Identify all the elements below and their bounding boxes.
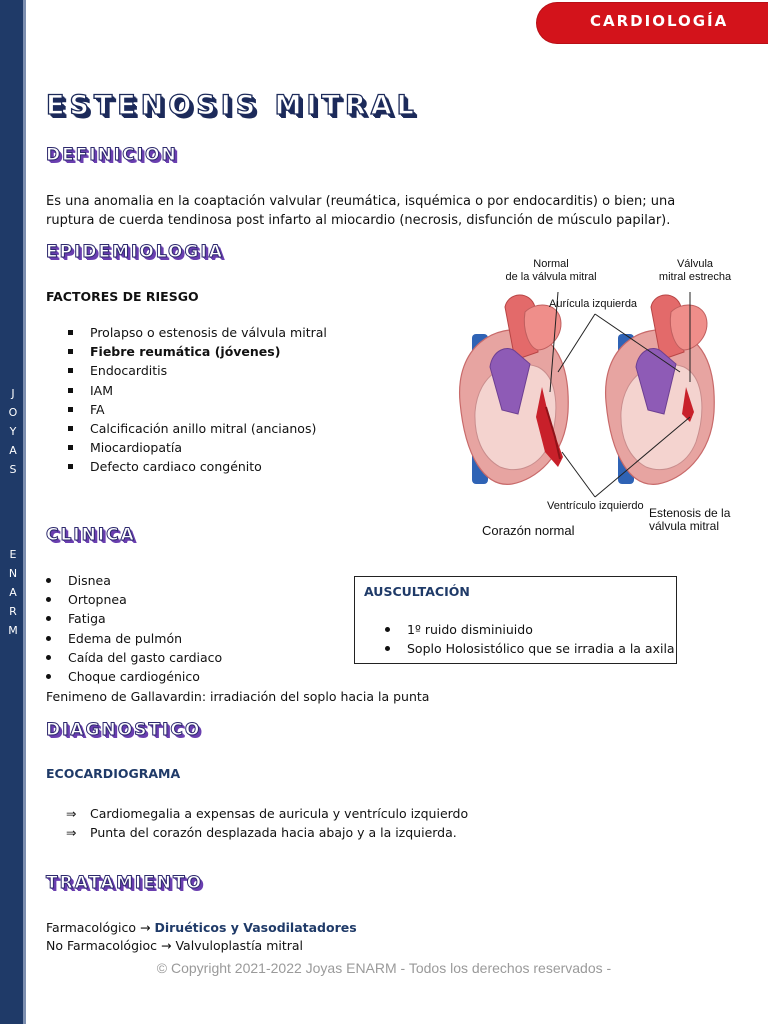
list-item: Caída del gasto cardiaco (44, 648, 222, 667)
ecocardiograma-heading: ECOCARDIOGRAMA (46, 766, 181, 781)
list-item: Endocarditis (66, 361, 327, 380)
list-item: ⇒ Cardiomegalia a expensas de auricula y ventrículo izquierdo (66, 804, 468, 823)
list-item: 1º ruido disminiuido (383, 620, 675, 639)
list-item: ⇒ Punta del corazón desplazada hacia abajo y a la izquierda. (66, 823, 468, 842)
side-word-enarm: E N A R M (8, 548, 18, 637)
right-arrow-icon: ⇒ (66, 825, 77, 841)
label-estenosis: Estenosis de la válvula mitral (649, 506, 731, 533)
list-item: Disnea (44, 571, 222, 590)
caption-corazon-normal: Corazón normal (482, 523, 575, 538)
list-item: Ortopnea (44, 590, 222, 609)
heading-epidemiologia: EPIDEMIOLOGIA (46, 242, 224, 262)
right-arrow-icon: → (160, 938, 172, 953)
list-item: Miocardiopatía (66, 438, 327, 457)
right-arrow-icon: → (140, 920, 151, 935)
side-word-joyas: J O Y A S (8, 387, 18, 476)
auscultacion-box (354, 576, 677, 664)
right-arrow-icon: ⇒ (66, 806, 77, 821)
list-item: Fiebre reumática (jóvenes) (66, 342, 327, 361)
heading-diagnostico: DIAGNOSTICO (46, 720, 202, 740)
list-item: Edema de pulmón (44, 629, 222, 648)
tratamiento-farmacologico: Farmacológico → Diruéticos y Vasodilatadores (46, 920, 357, 935)
label-valvula-estrecha: Válvula mitral estrecha (658, 258, 732, 283)
list-item: Fatiga (44, 609, 222, 628)
list-item: Defecto cardiaco congénito (66, 457, 327, 476)
auscultacion-heading: AUSCULTACIÓN (364, 584, 470, 599)
gallavardin-note: Fenimeno de Gallavardin: irradiación del soplo hacia la punta (46, 689, 430, 704)
list-item: Soplo Holosistólico que se irradia a la axila (383, 639, 675, 658)
heading-tratamiento: TRATAMIENTO (46, 873, 204, 893)
heading-definicion: DEFINICION (46, 145, 178, 165)
label-ventriculo: Ventrículo izquierdo (547, 500, 644, 512)
factores-riesgo-heading: FACTORES DE RIESGO (46, 289, 199, 304)
copyright-footer: © Copyright 2021-2022 Joyas ENARM - Todos los derechos reservados - (156, 960, 612, 976)
heart-illustration (450, 252, 750, 542)
definicion-text: Es una anomalia en la coaptación valvular (reumática, isquémica o por endocarditis) o bien; una ruptura de cuerda tendinosa post infarto al miocardio (necrosis, disfunción de músculo papilar). (46, 194, 676, 228)
diagnostico-list (66, 804, 468, 842)
auscultacion-list (383, 620, 675, 658)
list-item: Calcificación anillo mitral (ancianos) (66, 419, 327, 438)
section-tab-label: CARDIOLOGÍA (590, 12, 729, 30)
factores-list (66, 323, 327, 477)
page-title: ESTENOSIS MITRAL (46, 90, 419, 121)
list-item: Prolapso o estenosis de válvula mitral (66, 323, 327, 342)
heading-clinica: CLINICA (46, 525, 136, 545)
list-item: FA (66, 400, 327, 419)
list-item: Choque cardiogénico (44, 667, 222, 686)
label-normal: Normal de la válvula mitral (505, 258, 597, 283)
label-auricula: Aurícula izquierda (549, 298, 638, 310)
side-bar (0, 0, 26, 1024)
clinica-list (44, 571, 222, 686)
list-item: IAM (66, 381, 327, 400)
tratamiento-no-farmacologico: No Farmacológioc → Valvuloplastía mitral (46, 938, 304, 953)
